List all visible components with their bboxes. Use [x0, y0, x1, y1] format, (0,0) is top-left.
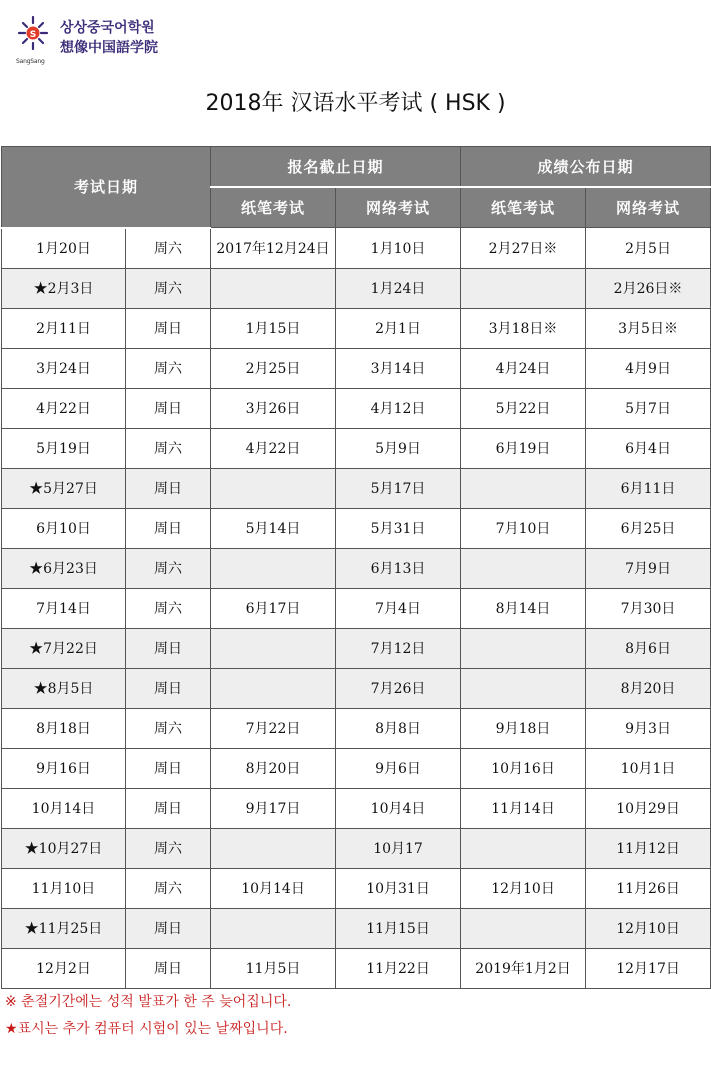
- reg-online-deadline-cell: 1月10日: [336, 228, 461, 269]
- result-paper-date-cell: 8月14日: [461, 588, 586, 628]
- result-paper-date-cell: 2月27日※: [461, 228, 586, 269]
- reg-paper-deadline-cell: 1月15日: [211, 308, 336, 348]
- weekday-cell: 周六: [126, 428, 211, 468]
- reg-online-deadline-cell: 1月24日: [336, 268, 461, 308]
- reg-online-deadline-cell: 8月8日: [336, 708, 461, 748]
- reg-online-deadline-cell: 7月4日: [336, 588, 461, 628]
- weekday-cell: 周日: [126, 908, 211, 948]
- exam-date-cell: ★11月25日: [2, 908, 126, 948]
- reg-online-deadline-cell: 2月1日: [336, 308, 461, 348]
- exam-date-cell: 9月16日: [2, 748, 126, 788]
- header-reg-online-exam: 网络考试: [336, 187, 461, 228]
- reg-paper-deadline-cell: 4月22日: [211, 428, 336, 468]
- result-online-date-cell: 12月10日: [586, 908, 711, 948]
- weekday-cell: 周日: [126, 508, 211, 548]
- sangsang-logo-mark-icon: [16, 14, 50, 60]
- reg-online-deadline-cell: 5月17日: [336, 468, 461, 508]
- table-row: [2, 748, 711, 788]
- table-row: [2, 588, 711, 628]
- footnotes: [5, 989, 291, 1043]
- result-online-date-cell: 4月9日: [586, 348, 711, 388]
- reg-paper-deadline-cell: [211, 548, 336, 588]
- header-result-date: 成绩公布日期: [461, 147, 711, 188]
- weekday-cell: 周日: [126, 948, 211, 988]
- header-reg-paper-exam: 纸笔考试: [211, 187, 336, 228]
- reg-paper-deadline-cell: [211, 908, 336, 948]
- result-online-date-cell: 6月25日: [586, 508, 711, 548]
- weekday-cell: 周六: [126, 348, 211, 388]
- logo-korean-name: 상상중국어학원: [60, 20, 155, 36]
- weekday-cell: 周日: [126, 668, 211, 708]
- table-row: [2, 388, 711, 428]
- reg-paper-deadline-cell: 3月26日: [211, 388, 336, 428]
- reg-paper-deadline-cell: [211, 468, 336, 508]
- exam-date-cell: ★10月27日: [2, 828, 126, 868]
- table-row: [2, 428, 711, 468]
- weekday-cell: 周日: [126, 388, 211, 428]
- table-row: [2, 908, 711, 948]
- table-row: [2, 308, 711, 348]
- result-online-date-cell: 3月5日※: [586, 308, 711, 348]
- header-res-online-exam: 网络考试: [586, 187, 711, 228]
- reg-online-deadline-cell: 11月22日: [336, 948, 461, 988]
- header-row-top: [2, 147, 711, 188]
- reg-online-deadline-cell: 5月9日: [336, 428, 461, 468]
- reg-paper-deadline-cell: 10月14日: [211, 868, 336, 908]
- result-paper-date-cell: 2019年1月2日: [461, 948, 586, 988]
- weekday-cell: 周六: [126, 228, 211, 269]
- header-registration-deadline: 报名截止日期: [211, 147, 461, 188]
- exam-date-cell: ★8月5日: [2, 668, 126, 708]
- reg-online-deadline-cell: 11月15日: [336, 908, 461, 948]
- result-online-date-cell: 7月30日: [586, 588, 711, 628]
- result-paper-date-cell: 10月16日: [461, 748, 586, 788]
- weekday-cell: 周六: [126, 548, 211, 588]
- weekday-cell: 周日: [126, 748, 211, 788]
- result-online-date-cell: 2月5日: [586, 228, 711, 269]
- result-paper-date-cell: 4月24日: [461, 348, 586, 388]
- exam-date-cell: 8月18日: [2, 708, 126, 748]
- table-header: [2, 147, 711, 228]
- result-online-date-cell: 8月20日: [586, 668, 711, 708]
- header-exam-date: 考试日期: [2, 147, 211, 228]
- result-online-date-cell: 2月26日※: [586, 268, 711, 308]
- result-paper-date-cell: [461, 828, 586, 868]
- result-online-date-cell: 6月11日: [586, 468, 711, 508]
- result-online-date-cell: 11月26日: [586, 868, 711, 908]
- table-row: [2, 468, 711, 508]
- exam-date-cell: 3月24日: [2, 348, 126, 388]
- result-paper-date-cell: [461, 668, 586, 708]
- result-paper-date-cell: [461, 468, 586, 508]
- exam-date-cell: 12月2日: [2, 948, 126, 988]
- note-spring-festival: ※ 춘절기간에는 성적 발표가 한 주 늦어집니다.: [5, 994, 292, 1010]
- result-online-date-cell: 10月1日: [586, 748, 711, 788]
- weekday-cell: 周六: [126, 268, 211, 308]
- result-paper-date-cell: 11月14日: [461, 788, 586, 828]
- table-row: [2, 228, 711, 269]
- header-res-paper-exam: 纸笔考试: [461, 187, 586, 228]
- reg-paper-deadline-cell: 7月22日: [211, 708, 336, 748]
- reg-paper-deadline-cell: 5月14日: [211, 508, 336, 548]
- result-online-date-cell: 6月4日: [586, 428, 711, 468]
- result-paper-date-cell: 5月22日: [461, 388, 586, 428]
- exam-date-cell: 7月14日: [2, 588, 126, 628]
- table-row: [2, 868, 711, 908]
- reg-paper-deadline-cell: 8月20日: [211, 748, 336, 788]
- result-online-date-cell: 8月6日: [586, 628, 711, 668]
- result-online-date-cell: 11月12日: [586, 828, 711, 868]
- weekday-cell: 周日: [126, 308, 211, 348]
- result-online-date-cell: 9月3日: [586, 708, 711, 748]
- svg-text:S: S: [29, 30, 37, 40]
- reg-paper-deadline-cell: [211, 668, 336, 708]
- result-online-date-cell: 12月17日: [586, 948, 711, 988]
- reg-online-deadline-cell: 5月31日: [336, 508, 461, 548]
- result-online-date-cell: 10月29日: [586, 788, 711, 828]
- reg-online-deadline-cell: 7月12日: [336, 628, 461, 668]
- exam-date-cell: ★6月23日: [2, 548, 126, 588]
- reg-online-deadline-cell: 3月14日: [336, 348, 461, 388]
- result-paper-date-cell: 7月10日: [461, 508, 586, 548]
- reg-paper-deadline-cell: 2月25日: [211, 348, 336, 388]
- table-body: [2, 228, 711, 989]
- table-row: [2, 708, 711, 748]
- result-paper-date-cell: [461, 908, 586, 948]
- exam-date-cell: 6月10日: [2, 508, 126, 548]
- note-extra-computer-exam: ★표시는 추가 컴퓨터 시험이 있는 날짜입니다.: [5, 1021, 288, 1037]
- weekday-cell: 周日: [126, 468, 211, 508]
- result-paper-date-cell: 3月18日※: [461, 308, 586, 348]
- reg-online-deadline-cell: 7月26日: [336, 668, 461, 708]
- table-row: [2, 548, 711, 588]
- exam-date-cell: ★2月3日: [2, 268, 126, 308]
- reg-paper-deadline-cell: 9月17日: [211, 788, 336, 828]
- reg-online-deadline-cell: 9月6日: [336, 748, 461, 788]
- weekday-cell: 周六: [126, 588, 211, 628]
- table-row: [2, 668, 711, 708]
- result-online-date-cell: 5月7日: [586, 388, 711, 428]
- weekday-cell: 周六: [126, 868, 211, 908]
- table-row: [2, 828, 711, 868]
- reg-paper-deadline-cell: 11月5日: [211, 948, 336, 988]
- result-paper-date-cell: 9月18日: [461, 708, 586, 748]
- reg-online-deadline-cell: 10月17: [336, 828, 461, 868]
- exam-date-cell: 10月14日: [2, 788, 126, 828]
- reg-online-deadline-cell: 4月12日: [336, 388, 461, 428]
- weekday-cell: 周日: [126, 628, 211, 668]
- logo-chinese-name: 想像中国語学院: [60, 40, 158, 56]
- weekday-cell: 周六: [126, 708, 211, 748]
- reg-online-deadline-cell: 10月31日: [336, 868, 461, 908]
- exam-date-cell: 11月10日: [2, 868, 126, 908]
- reg-online-deadline-cell: 6月13日: [336, 548, 461, 588]
- academy-logo: [16, 14, 186, 64]
- table-row: [2, 948, 711, 988]
- exam-date-cell: 4月22日: [2, 388, 126, 428]
- exam-date-cell: 1月20日: [2, 228, 126, 269]
- reg-paper-deadline-cell: 6月17日: [211, 588, 336, 628]
- table-row: [2, 268, 711, 308]
- table-row: [2, 348, 711, 388]
- reg-online-deadline-cell: 10月4日: [336, 788, 461, 828]
- hsk-schedule-table: [1, 146, 711, 989]
- table-row: [2, 788, 711, 828]
- logo-brand-text: SangSang: [16, 58, 45, 65]
- weekday-cell: 周六: [126, 828, 211, 868]
- result-paper-date-cell: [461, 628, 586, 668]
- reg-paper-deadline-cell: [211, 628, 336, 668]
- result-paper-date-cell: [461, 548, 586, 588]
- table-row: [2, 628, 711, 668]
- result-online-date-cell: 7月9日: [586, 548, 711, 588]
- table-row: [2, 508, 711, 548]
- result-paper-date-cell: 6月19日: [461, 428, 586, 468]
- reg-paper-deadline-cell: 2017年12月24日: [211, 228, 336, 269]
- exam-date-cell: ★7月22日: [2, 628, 126, 668]
- result-paper-date-cell: [461, 268, 586, 308]
- weekday-cell: 周日: [126, 788, 211, 828]
- exam-date-cell: 2月11日: [2, 308, 126, 348]
- exam-date-cell: 5月19日: [2, 428, 126, 468]
- reg-paper-deadline-cell: [211, 268, 336, 308]
- page-title: 2018年 汉语水平考试 ( HSK ): [205, 91, 506, 116]
- reg-paper-deadline-cell: [211, 828, 336, 868]
- exam-date-cell: ★5月27日: [2, 468, 126, 508]
- result-paper-date-cell: 12月10日: [461, 868, 586, 908]
